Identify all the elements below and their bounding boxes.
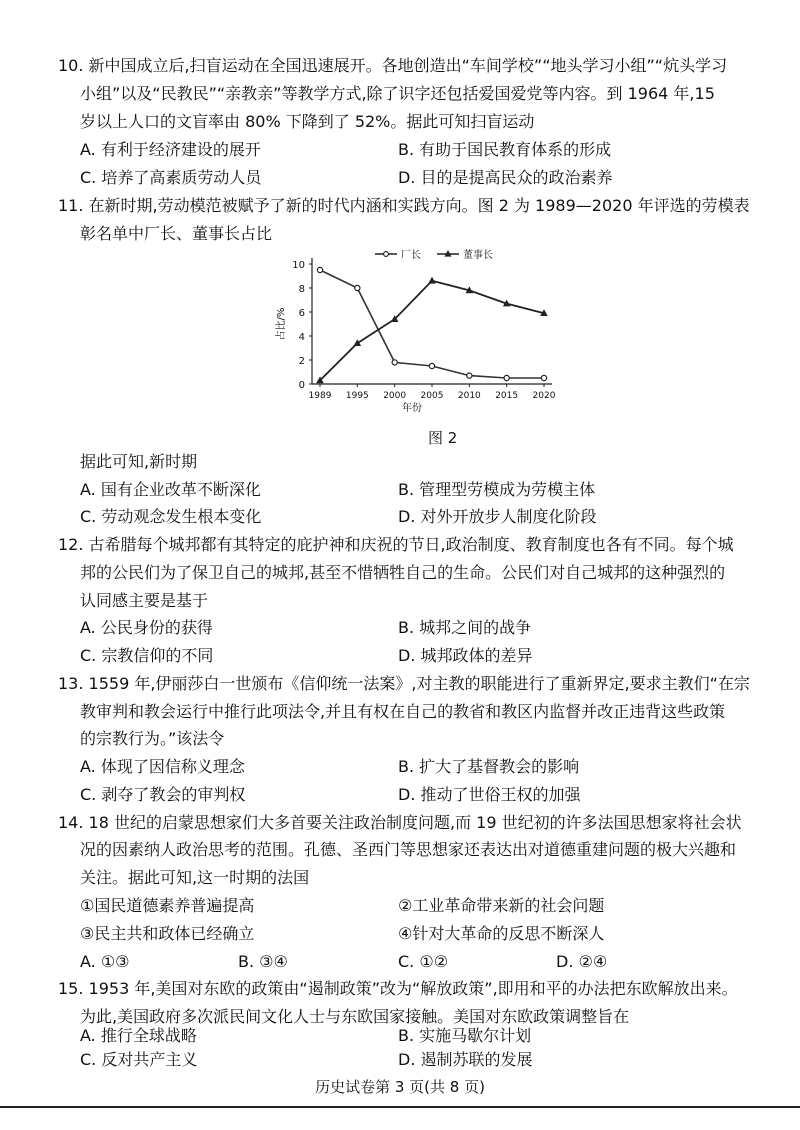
x-tick-label: 2020 xyxy=(532,391,556,401)
page-footer: 历史试卷第 3 页(共 8 页) xyxy=(315,1078,485,1096)
q11-line-2: 彰名单中厂长、董事长占比 xyxy=(80,224,273,243)
q14-option-d: D. ②④ xyxy=(556,952,608,971)
y-tick-label: 4 xyxy=(298,332,305,343)
bottom-rule xyxy=(0,1106,800,1108)
x-tick-label: 2010 xyxy=(457,391,481,401)
q11-option-d: D. 对外开放步人制度化阶段 xyxy=(398,507,597,526)
figure-caption: 图 2 xyxy=(428,429,458,447)
q15-line-2: 为此,美国政府多次派民间文化人士与东欧国家接触。美国对东欧政策调整旨在 xyxy=(80,1007,630,1026)
q10-line-2: 小组”以及“民教民”“亲教亲”等教学方式,除了识字还包括爱国爱党等内容。到 1964 年,15 xyxy=(80,84,715,103)
q13-option-c: C. 剥夺了教会的审判权 xyxy=(80,785,246,804)
q12-line-2: 邦的公民们为了保卫自己的城邦,甚至不惜牺牲自己的生命。公民们对自己城邦的这种强烈的 xyxy=(80,563,726,582)
point-厂长 xyxy=(504,375,509,380)
y-tick-label: 6 xyxy=(298,308,305,319)
q11-option-a: A. 国有企业改革不断深化 xyxy=(80,480,261,499)
point-董事长 xyxy=(428,277,436,284)
q13-option-b: B. 扩大了基督教会的影响 xyxy=(398,757,580,776)
q14-statement-2: ②工业革命带来新的社会问题 xyxy=(398,896,605,915)
q14-option-c: C. ①② xyxy=(398,952,449,971)
q12-option-d: D. 城邦政体的差异 xyxy=(398,646,533,665)
q12-option-a: A. 公民身份的获得 xyxy=(80,618,213,637)
q10-line-3: 岁以上人口的文盲率由 80% 下降到了 52%。据此可知扫盲运动 xyxy=(80,112,535,131)
q12-line-3: 认同感主要是基于 xyxy=(80,591,209,610)
y-tick-label: 2 xyxy=(298,356,305,367)
q14-statement-4: ④针对大革命的反思不断深人 xyxy=(398,924,605,943)
point-厂长 xyxy=(541,375,546,380)
q10-option-a: A. 有利于经济建设的展开 xyxy=(80,140,261,159)
q13-line-1: 13. 1559 年,伊丽莎白一世颁布《信仰统一法案》,对主教的职能进行了重新界定,要求主教们“在宗 xyxy=(58,674,750,693)
x-tick-label: 2005 xyxy=(420,391,444,401)
q10-option-b: B. 有助于国民教育体系的形成 xyxy=(398,140,612,159)
q14-line-1: 14. 18 世纪的启蒙思想家们大多首要关注政治制度问题,而 19 世纪初的许多法国思想家将社会状 xyxy=(58,813,742,832)
point-厂长 xyxy=(429,363,434,368)
x-tick-label: 1995 xyxy=(345,391,369,401)
point-厂长 xyxy=(355,285,360,290)
q10-option-d: D. 目的是提高民众的政治素养 xyxy=(398,168,613,187)
q12-line-1: 12. 古希腊每个城邦都有其特定的庇护神和庆祝的节日,政治制度、教育制度也各有不同。每个城 xyxy=(58,535,734,554)
point-厂长 xyxy=(467,373,472,378)
x-tick-label: 1989 xyxy=(308,391,332,401)
q14-line-3: 关注。据此可知,这一时期的法国 xyxy=(80,868,310,887)
x-tick-label: 2000 xyxy=(383,391,407,401)
q15-option-d: D. 遏制苏联的发展 xyxy=(398,1050,533,1069)
q11-option-c: C. 劳动观念发生根本变化 xyxy=(80,507,262,526)
q13-option-d: D. 推动了世俗王权的加强 xyxy=(398,785,581,804)
q11-stem: 据此可知,新时期 xyxy=(80,452,198,471)
y-axis-label: 占比/% xyxy=(276,307,287,341)
q11-option-b: B. 管理型劳模成为劳模主体 xyxy=(398,480,596,499)
q14-option-b: B. ③④ xyxy=(238,952,288,971)
q13-line-3: 的宗教行为。”该法令 xyxy=(80,729,225,748)
line-chart xyxy=(270,244,570,419)
point-厂长 xyxy=(392,360,397,365)
q14-option-a: A. ①③ xyxy=(80,952,130,971)
q13-option-a: A. 体现了因信称义理念 xyxy=(80,757,245,776)
q10-line-1: 10. 新中国成立后,扫盲运动在全国迅速展开。各地创造出“车间学校”“地头学习小组”“炕头学习 xyxy=(58,56,728,75)
x-tick-label: 2015 xyxy=(495,391,519,401)
q14-statement-1: ①国民道德素养普遍提高 xyxy=(80,896,255,915)
q15-line-1: 15. 1953 年,美国对东欧的政策由“遏制政策”改为“解放政策”,即用和平的办法把东欧解放出来。 xyxy=(58,979,738,998)
q15-option-b: B. 实施马歇尔计划 xyxy=(398,1026,532,1045)
q12-option-c: C. 宗教信仰的不同 xyxy=(80,646,214,665)
y-tick-label: 10 xyxy=(292,260,305,271)
x-axis-label: 年份 xyxy=(402,403,422,414)
q15-option-a: A. 推行全球战略 xyxy=(80,1026,197,1045)
point-董事长 xyxy=(354,339,362,346)
y-tick-label: 8 xyxy=(298,284,305,295)
point-厂长 xyxy=(317,267,322,272)
q15-option-c: C. 反对共产主义 xyxy=(80,1050,198,1069)
legend-marker-0 xyxy=(384,252,389,257)
q11-line-1: 11. 在新时期,劳动模范被赋予了新的时代内涵和实践方向。图 2 为 1989—2020 年评选的劳模表 xyxy=(58,196,750,215)
series-line-0 xyxy=(320,270,544,378)
legend-label-1: 董事长 xyxy=(463,250,493,261)
q12-option-b: B. 城邦之间的战争 xyxy=(398,618,532,637)
q10-option-c: C. 培养了高素质劳动人员 xyxy=(80,168,262,187)
q13-line-2: 教审判和教会运行中推行此项法令,并且有权在自己的教省和教区内监督并改正违背这些政策 xyxy=(80,702,726,721)
q14-statement-3: ③民主共和政体已经确立 xyxy=(80,924,255,943)
q14-line-2: 况的因素纳人政治思考的范围。孔德、圣西门等思想家还表达出对道德重建问题的极大兴趣和 xyxy=(80,840,737,859)
y-tick-label: 0 xyxy=(298,380,305,391)
legend-label-0: 厂长 xyxy=(401,250,421,261)
